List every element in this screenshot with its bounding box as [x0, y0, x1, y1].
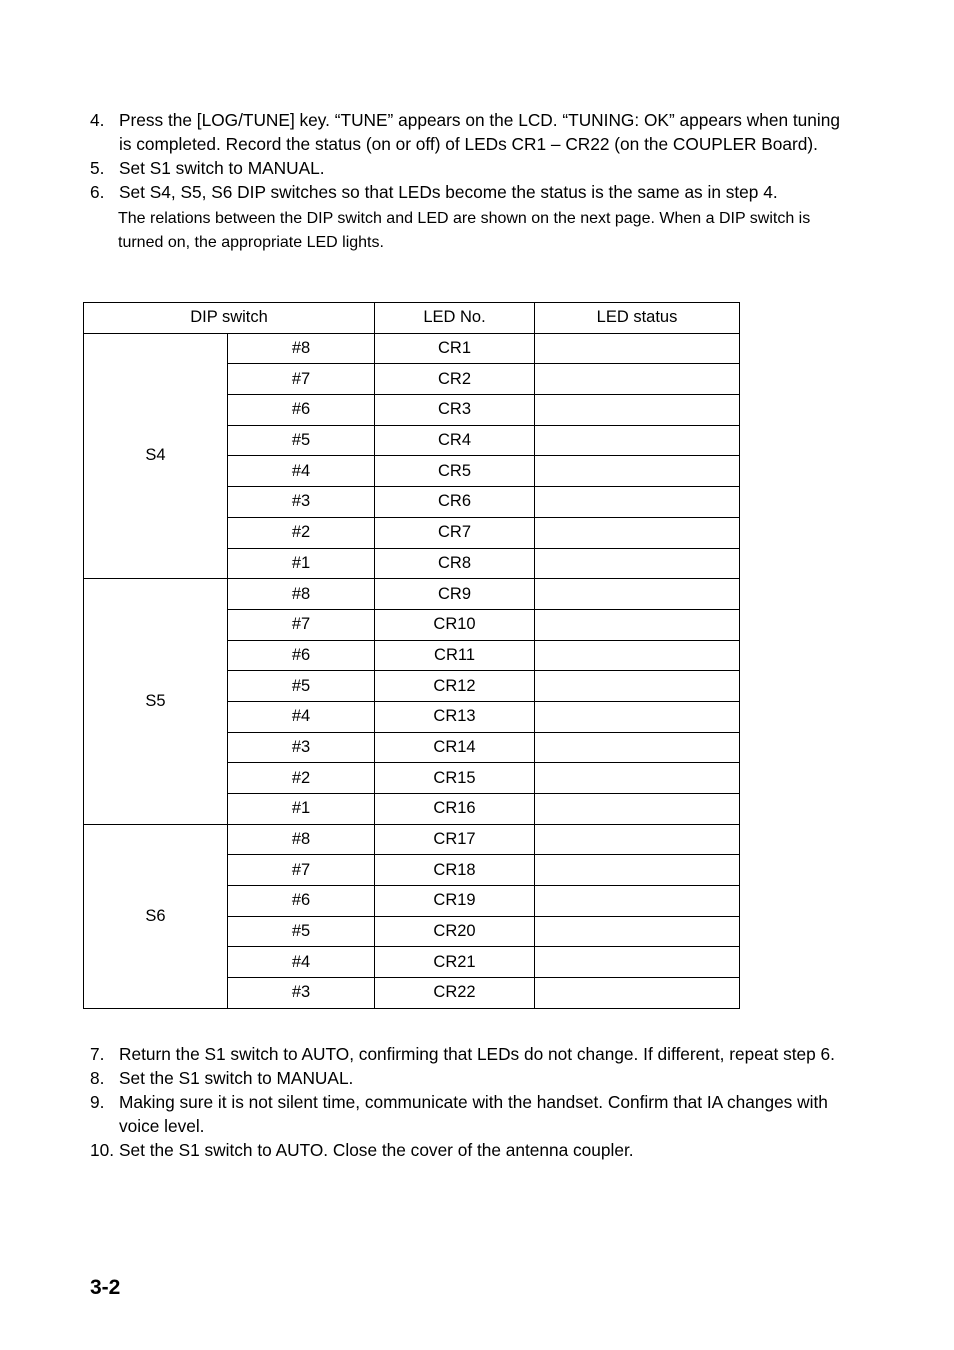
led-no-cell: CR4	[375, 425, 535, 456]
led-no-cell: CR20	[375, 916, 535, 947]
step-4	[90, 108, 850, 156]
led-status-cell	[535, 425, 740, 456]
page-number: 3-2	[90, 1276, 121, 1299]
led-status-cell	[535, 364, 740, 395]
switch-pin-cell: #7	[228, 855, 375, 886]
led-status-cell	[535, 609, 740, 640]
switch-pin-cell: #6	[228, 395, 375, 426]
table-row	[84, 333, 740, 364]
step-number: 8.	[90, 1068, 105, 1088]
led-no-cell: CR6	[375, 487, 535, 518]
table-row	[84, 579, 740, 610]
led-no-cell: CR17	[375, 824, 535, 855]
step-number: 7.	[90, 1044, 105, 1064]
led-status-cell	[535, 855, 740, 886]
led-status-cell	[535, 395, 740, 426]
step-number: 10.	[90, 1140, 115, 1160]
led-status-cell	[535, 978, 740, 1009]
switch-pin-cell: #8	[228, 824, 375, 855]
led-status-cell	[535, 517, 740, 548]
steps-bottom	[90, 1042, 850, 1162]
step-text: Set S1 switch to MANUAL.	[119, 158, 325, 178]
led-status-cell	[535, 640, 740, 671]
table-header-row	[84, 303, 740, 334]
led-no-cell: CR16	[375, 794, 535, 825]
led-no-cell: CR15	[375, 763, 535, 794]
led-status-cell	[535, 763, 740, 794]
led-no-cell: CR3	[375, 395, 535, 426]
switch-pin-cell: #3	[228, 978, 375, 1009]
led-status-cell	[535, 732, 740, 763]
switch-pin-cell: #7	[228, 364, 375, 395]
led-status-cell	[535, 916, 740, 947]
led-status-cell	[535, 579, 740, 610]
led-no-cell: CR22	[375, 978, 535, 1009]
led-no-cell: CR9	[375, 579, 535, 610]
led-no-cell: CR1	[375, 333, 535, 364]
switch-pin-cell: #1	[228, 548, 375, 579]
step-6	[90, 180, 850, 204]
dip-led-note: The relations between the DIP switch and LED are shown on the next page. When a DIP switch is turned on, the appropriate LED lights.	[118, 210, 811, 251]
switch-pin-cell: #5	[228, 671, 375, 702]
led-status-cell	[535, 548, 740, 579]
led-no-cell: CR2	[375, 364, 535, 395]
switch-pin-cell: #8	[228, 579, 375, 610]
step-8	[90, 1066, 850, 1090]
led-status-cell	[535, 456, 740, 487]
step-text: Set the S1 switch to AUTO. Close the cover of the antenna coupler.	[119, 1140, 634, 1160]
led-no-cell: CR11	[375, 640, 535, 671]
led-status-cell	[535, 701, 740, 732]
led-no-cell: CR18	[375, 855, 535, 886]
steps-top	[90, 108, 850, 254]
led-no-cell: CR19	[375, 886, 535, 917]
switch-pin-cell: #3	[228, 487, 375, 518]
led-no-cell: CR7	[375, 517, 535, 548]
switch-pin-cell: #2	[228, 517, 375, 548]
led-status-cell	[535, 794, 740, 825]
led-no-cell: CR13	[375, 701, 535, 732]
step-number: 5.	[90, 158, 105, 178]
switch-pin-cell: #3	[228, 732, 375, 763]
led-status-cell	[535, 487, 740, 518]
header-dip-switch: DIP switch	[84, 303, 375, 334]
switch-pin-cell: #6	[228, 640, 375, 671]
dip-switch-led-table	[83, 302, 740, 1009]
led-status-cell	[535, 824, 740, 855]
switch-pin-cell: #4	[228, 947, 375, 978]
step-number: 9.	[90, 1092, 105, 1112]
table-row	[84, 824, 740, 855]
step-text: Set the S1 switch to MANUAL.	[119, 1068, 354, 1088]
header-led-status: LED status	[535, 303, 740, 334]
switch-pin-cell: #5	[228, 425, 375, 456]
led-status-cell	[535, 671, 740, 702]
led-status-cell	[535, 333, 740, 364]
switch-pin-cell: #4	[228, 701, 375, 732]
switch-pin-cell: #6	[228, 886, 375, 917]
led-status-cell	[535, 886, 740, 917]
switch-pin-cell: #4	[228, 456, 375, 487]
switch-pin-cell: #5	[228, 916, 375, 947]
step-7	[90, 1042, 850, 1066]
switch-pin-cell: #1	[228, 794, 375, 825]
step-10	[90, 1138, 850, 1162]
header-led-no: LED No.	[375, 303, 535, 334]
dip-switch-cell: S5	[84, 579, 228, 825]
step-9	[90, 1090, 850, 1138]
switch-pin-cell: #2	[228, 763, 375, 794]
switch-pin-cell: #7	[228, 609, 375, 640]
step-number: 4.	[90, 110, 105, 130]
led-no-cell: CR14	[375, 732, 535, 763]
dip-switch-cell: S4	[84, 333, 228, 579]
dip-switch-cell: S6	[84, 824, 228, 1008]
led-no-cell: CR5	[375, 456, 535, 487]
step-text: Press the [LOG/TUNE] key. “TUNE” appears on the LCD. “TUNING: OK” appears when tuning is completed. Record the status (on or off) of LEDs CR1 – CR22 (on the COUPLER Board).	[119, 110, 840, 154]
step-number: 6.	[90, 182, 105, 202]
led-no-cell: CR12	[375, 671, 535, 702]
step-5	[90, 156, 850, 180]
led-status-cell	[535, 947, 740, 978]
switch-pin-cell: #8	[228, 333, 375, 364]
step-text: Set S4, S5, S6 DIP switches so that LEDs become the status is the same as in step 4.	[119, 182, 778, 202]
led-no-cell: CR10	[375, 609, 535, 640]
step-text: Return the S1 switch to AUTO, confirming that LEDs do not change. If different, repeat step 6.	[119, 1044, 835, 1064]
led-no-cell: CR21	[375, 947, 535, 978]
step-text: Making sure it is not silent time, communicate with the handset. Confirm that IA changes with voice level.	[119, 1092, 828, 1136]
led-no-cell: CR8	[375, 548, 535, 579]
